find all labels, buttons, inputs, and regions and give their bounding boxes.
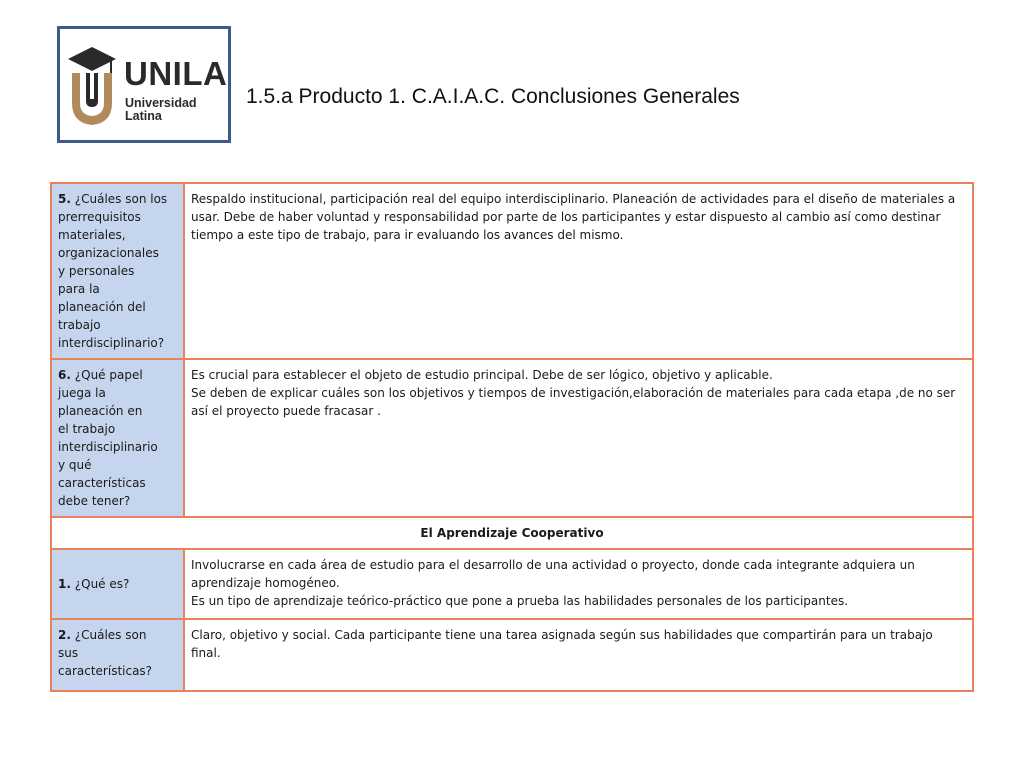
question-cell	[51, 183, 184, 359]
question-number: 1.	[58, 577, 71, 591]
answer-cell	[184, 549, 973, 619]
question-number: 5.	[58, 192, 71, 206]
question-cell	[51, 619, 184, 691]
page-title: 1.5.a Producto 1. C.A.I.A.C. Conclusiones Generales	[246, 85, 740, 108]
question-number: 6.	[58, 368, 71, 382]
section-row	[51, 517, 973, 549]
university-logo	[57, 26, 231, 143]
question-cell	[51, 549, 184, 619]
question-text: ¿Qué papel juega la planeación en el trabajo interdisciplinario y qué características debe tener?	[58, 368, 158, 508]
answer-text: Respaldo institucional, participación real del equipo interdisciplinario. Planeación de actividades para el diseño de materiales a usar. Debe de haber voluntad y responsabilidad por parte de los participantes y estar dispuesto al cambio así como destinar tiempo a este tipo de trabajo, para ir evaluando los avances del mismo.	[191, 192, 956, 242]
answer-text: Es crucial para establecer el objeto de estudio principal. Debe de ser lógico, objetivo y aplicable.	[191, 368, 773, 382]
answer-text: Es un tipo de aprendizaje teórico-práctico que pone a prueba las habilidades personales de los participantes.	[191, 594, 849, 608]
table-row	[51, 183, 973, 359]
answer-text: Involucrarse en cada área de estudio para el desarrollo de una actividad o proyecto, donde cada integrante adquiera un aprendizaje homogéneo.	[191, 558, 915, 590]
question-text: ¿Cuáles son los prerrequisitos materiales, organizacionales y personales para la planeación del trabajo interdisciplinario?	[58, 192, 168, 350]
table-row	[51, 359, 973, 517]
question-number: 2.	[58, 628, 71, 642]
table-row	[51, 549, 973, 619]
table-row	[51, 619, 973, 691]
answer-cell	[184, 183, 973, 359]
graduation-cap-icon	[66, 43, 118, 129]
question-cell	[51, 359, 184, 517]
logo-name: UNILA	[124, 55, 228, 92]
conclusions-table	[50, 182, 974, 692]
answer-text: Se deben de explicar cuáles son los objetivos y tiempos de investigación,elaboración de materiales para cada etapa ,de no ser así el proyecto puede fracasar .	[191, 386, 956, 418]
question-text: ¿Cuáles son sus características?	[58, 628, 153, 678]
section-title: El Aprendizaje Cooperativo	[51, 517, 973, 549]
question-text: ¿Qué es?	[74, 577, 130, 591]
answer-text: Claro, objetivo y social. Cada participante tiene una tarea asignada según sus habilidades que compartirán para un trabajo final.	[191, 628, 933, 660]
answer-cell	[184, 619, 973, 691]
answer-cell	[184, 359, 973, 517]
logo-subtitle: Universidad Latina	[125, 96, 197, 123]
